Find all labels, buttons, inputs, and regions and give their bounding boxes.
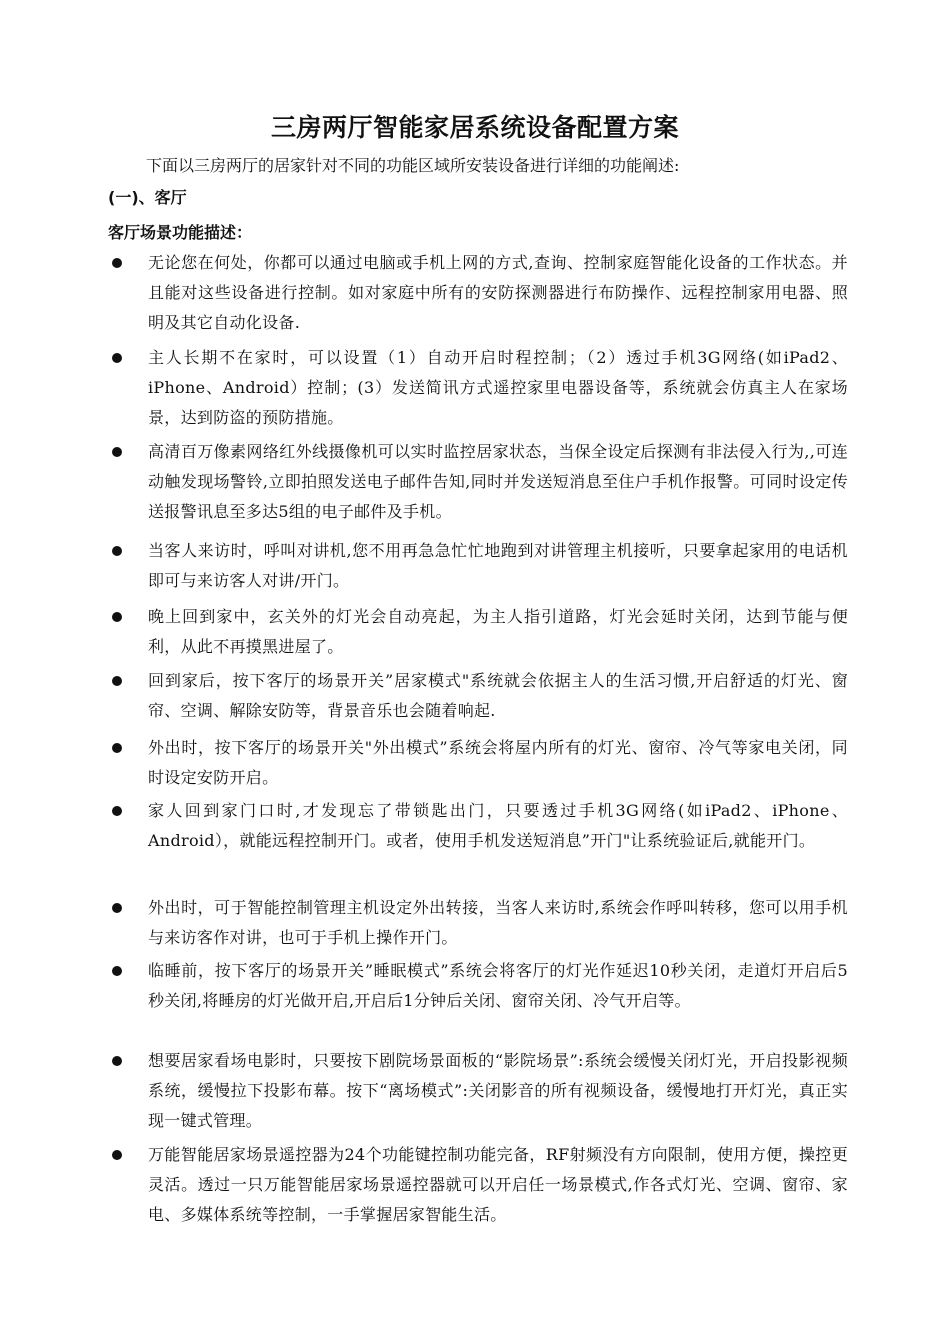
bullet-text: 回到家后，按下客厅的场景开关”居家模式"系统就会依据主人的生活习惯,开启舒适的灯光、窗帘、空调、解除安防等，背景音乐也会随着响起.: [148, 671, 848, 720]
bullet-icon: [112, 258, 122, 268]
section-heading: (一)、客厅: [108, 188, 187, 207]
bullet-text: 无论您在何处，你都可以通过电脑或手机上网的方式,查询、控制家庭智能化设备的工作状态。并且能对这些设备进行控制。如对家庭中所有的安防探测器进行布防操作、远程控制家用电器、照明及其它自动化设备.: [148, 253, 848, 332]
bullet-text: 外出时，按下客厅的场景开关"外出模式”系统会将屋内所有的灯光、窗帘、冷气等家电关闭，同时设定安防开启。: [148, 738, 848, 787]
bullet-icon: [112, 743, 122, 753]
subsection-heading: 客厅场景功能描述：: [108, 223, 253, 242]
intro-paragraph: 下面以三房两厅的居家针对不同的功能区域所安装设备进行详细的功能阐述:: [146, 156, 680, 175]
bullet-icon: [112, 676, 122, 686]
bullet-icon: [112, 353, 122, 363]
bullet-text: 想要居家看场电影时，只要按下剧院场景面板的“影院场景”:系统会缓慢关闭灯光，开启投影视频系统，缓慢拉下投影布幕。按下“离场模式”:关闭影音的所有视频设备，缓慢地打开灯光，真正实现一键式管理。: [148, 1051, 848, 1130]
bullet-icon: [112, 1150, 122, 1160]
bullet-text: 万能智能居家场景遥控器为24个功能键控制功能完备，RF射频没有方向限制，使用方便，操控更灵活。透过一只万能智能居家场景遥控器就可以开启任一场景模式,作各式灯光、空调、窗帘、家电、多媒体系统等控制，一手掌握居家智能生活。: [148, 1145, 848, 1224]
bullet-text: 临睡前，按下客厅的场景开关”睡眠模式”系统会将客厅的灯光作延迟10秒关闭，走道灯开启后5秒关闭,将睡房的灯光做开启,开启后1分钟后关闭、窗帘关闭、冷气开启等。: [148, 961, 848, 1010]
bullet-text: 高清百万像素网络红外线摄像机可以实时监控居家状态，当保全设定后探测有非法侵入行为,,可连动触发现场警铃,立即拍照发送电子邮件告知,同时并发送短消息至住户手机作报警。可同时设定传送报警讯息至多达5组的电子邮件及手机。: [148, 442, 848, 521]
bullet-text: 晚上回到家中，玄关外的灯光会自动亮起，为主人指引道路，灯光会延时关闭，达到节能与便利，从此不再摸黑进屋了。: [148, 607, 848, 656]
bullet-icon: [112, 447, 122, 457]
bullet-icon: [112, 903, 122, 913]
bullet-icon: [112, 966, 122, 976]
bullet-text: 主人长期不在家时，可以设置（1）自动开启时程控制；（2）透过手机3G网络(如iPad2、iPhone、Android）控制；(3）发送简讯方式遥控家里电器设备等，系统就会仿真主人在家场景，达到防盗的预防措施。: [148, 348, 848, 427]
bullet-icon: [112, 1056, 122, 1066]
bullet-icon: [112, 806, 122, 816]
bullet-icon: [112, 612, 122, 622]
bullet-text: 家人回到家门口时,才发现忘了带锁匙出门，只要透过手机3G网络(如iPad2、iPhone、Android），就能远程控制开门。或者，使用手机发送短消息”开门"让系统验证后,就能开门。: [148, 801, 848, 850]
bullet-text: 外出时，可于智能控制管理主机设定外出转接，当客人来访时,系统会作呼叫转移，您可以用手机与来访客作对讲，也可于手机上操作开门。: [148, 898, 848, 947]
bullet-icon: [112, 546, 122, 556]
bullet-text: 当客人来访时，呼叫对讲机,您不用再急急忙忙地跑到对讲管理主机接听，只要拿起家用的电话机即可与来访客人对讲/开门。: [148, 541, 848, 590]
document-title: 三房两厅智能家居系统设备配置方案: [270, 113, 679, 142]
